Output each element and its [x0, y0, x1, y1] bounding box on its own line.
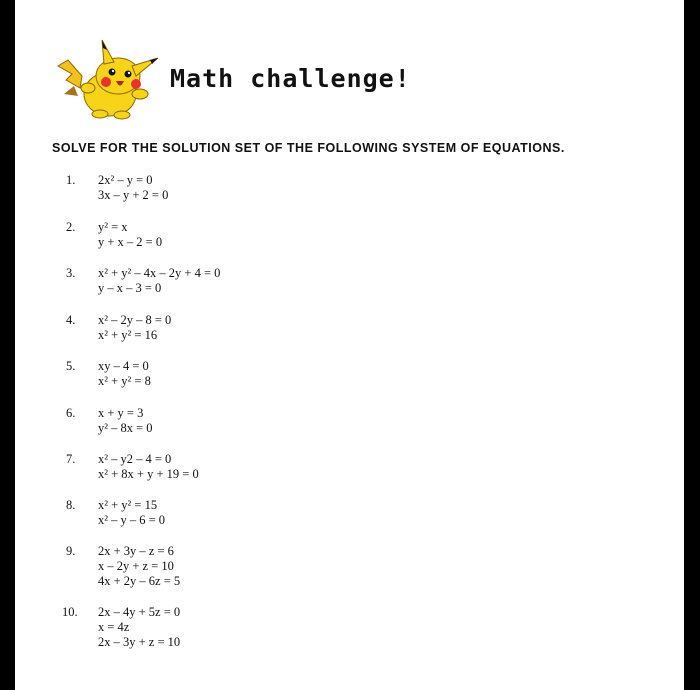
- equation-group: [98, 605, 180, 650]
- equation: 2x² – y = 0: [98, 173, 153, 187]
- problem-number: 10.: [62, 605, 78, 619]
- right-dark-border: [684, 0, 700, 690]
- problem-number: 8.: [66, 498, 76, 512]
- left-dark-border: [0, 0, 15, 690]
- equation-group: [98, 359, 151, 389]
- equation: x – 2y + z = 10: [98, 559, 174, 573]
- equation: x = 4z: [98, 620, 130, 634]
- equation: 4x + 2y – 6z = 5: [98, 574, 181, 588]
- equation-group: [98, 173, 168, 203]
- problem-number: 7.: [66, 452, 76, 466]
- problem-number: 4.: [66, 313, 76, 327]
- equation-group: [98, 266, 220, 296]
- equation: 2x – 4y + 5z = 0: [98, 605, 181, 619]
- equation: x² – y2 – 4 = 0: [98, 452, 172, 466]
- equation: y² – 8x = 0: [98, 421, 153, 435]
- equation-group: [98, 406, 153, 436]
- equation: x² + y² = 15: [98, 498, 158, 512]
- problem-number: 2.: [66, 220, 76, 234]
- equation: y – x – 3 = 0: [98, 281, 162, 295]
- problem-number: 1.: [66, 173, 76, 187]
- equation-group: [98, 544, 180, 589]
- equation: x² + y² = 8: [98, 374, 151, 388]
- equation-group: [98, 452, 199, 482]
- equation: y + x – 2 = 0: [98, 235, 163, 249]
- equation: x² – 2y – 8 = 0: [98, 313, 172, 327]
- equation: x + y = 3: [98, 406, 144, 420]
- equation: xy – 4 = 0: [98, 359, 149, 373]
- problem-number: 3.: [66, 266, 76, 280]
- page-title: Math challenge!: [170, 64, 411, 93]
- instructions-heading: SOLVE FOR THE SOLUTION SET OF THE FOLLOWING SYSTEM OF EQUATIONS.: [52, 141, 565, 155]
- equation: x² + 8x + y + 19 = 0: [98, 467, 199, 481]
- equation-group: [98, 220, 162, 250]
- equation: x² + y² = 16: [98, 328, 158, 342]
- equation: x² + y² – 4x – 2y + 4 = 0: [98, 266, 221, 280]
- problem-number: 9.: [66, 544, 76, 558]
- equation-group: [98, 313, 171, 343]
- pikachu-mascot-image: [52, 36, 164, 120]
- problem-number: 6.: [66, 406, 76, 420]
- problem-number: 5.: [66, 359, 76, 373]
- equation-group: [98, 498, 165, 528]
- equation: y² = x: [98, 220, 128, 234]
- equation: x² – y – 6 = 0: [98, 513, 166, 527]
- equation: 2x – 3y + z = 10: [98, 635, 181, 649]
- equation: 2x + 3y – z = 6: [98, 544, 174, 558]
- equation: 3x – y + 2 = 0: [98, 188, 169, 202]
